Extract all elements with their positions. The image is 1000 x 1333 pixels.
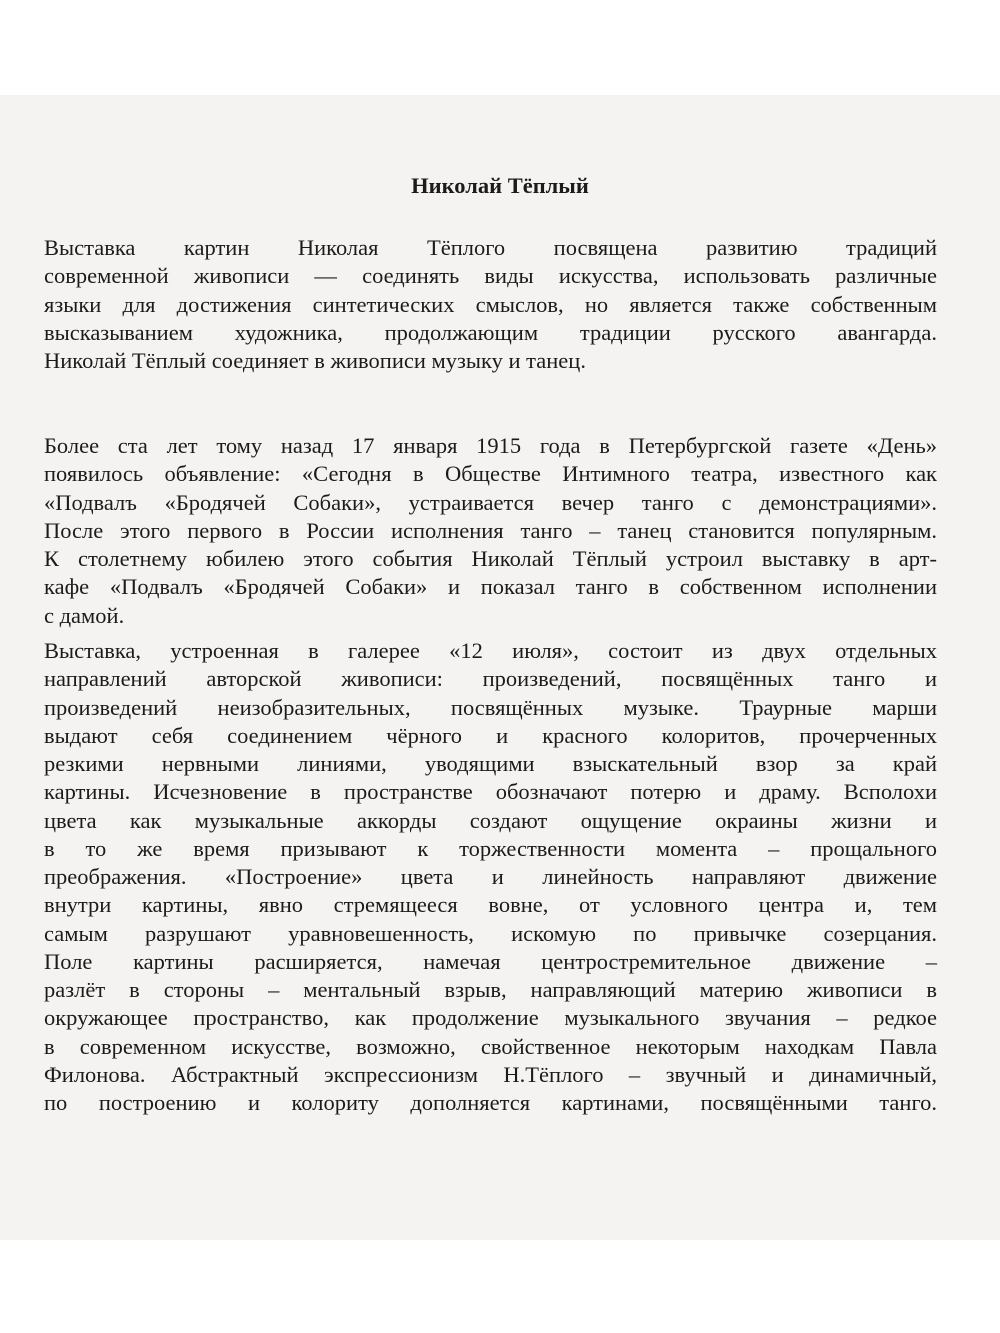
text-line: Филонова. Абстрактный экспрессионизм Н.Тёплого – звучный и динамичный, — [44, 1061, 937, 1087]
text-line: внутри картины, явно стремящееся вовне, от условного центра и, тем — [44, 892, 937, 918]
text-line: К столетнему юбилею этого события Николай Тёплый устроил выставку в арт- — [44, 546, 937, 571]
text-line: разлёт в стороны – ментальный взрыв, направляющий материю живописи в — [44, 977, 937, 1002]
text-line: высказыванием художника, продолжающим традиции русского авангарда. — [44, 319, 937, 345]
text-line: картины. Исчезновение в пространстве обозначают потерю и драму. Всполохи — [44, 779, 937, 805]
text-line: преображения. «Построение» цвета и линейность направляют движение — [44, 864, 937, 889]
text-line: окружающее пространство, как продолжение музыкального звучания – редкое — [44, 1005, 937, 1031]
text-line: Николай Тёплый соединяет в живописи музыку и танец. — [44, 348, 586, 373]
text-line: в то же время призывают к торжественности момента – прощального — [44, 835, 937, 861]
page-title: Николай Тёплый — [411, 173, 589, 198]
text-line: кафе «Подвалъ «Бродячей Собаки» и показал танго в собственном исполнении — [44, 574, 937, 600]
text-line: произведений неизобразительных, посвящённых музыке. Траурные марши — [44, 694, 937, 720]
text-line: выдают себя соединением чёрного и красного колоритов, прочерченных — [44, 722, 937, 748]
text-line: современной живописи — соединять виды искусства, использовать различные — [44, 263, 937, 289]
text-line: появилось объявление: «Сегодня в Обществе Интимного театра, известного как — [44, 461, 937, 487]
text-line: После этого первого в России исполнения танго – танец становится популярным. — [44, 517, 937, 543]
text-line: Выставка, устроенная в галерее «12 июля», состоит из двух отдельных — [44, 638, 937, 663]
text-line: Выставка картин Николая Тёплого посвящена развитию традиций — [44, 235, 937, 260]
paragraph-exhibition — [44, 637, 937, 1117]
text-line: резкими нервными линиями, уводящими взыскательный взор за край — [44, 751, 937, 776]
text-line: «Подвалъ «Бродячей Собаки», устраивается вечер танго с демонстрациями». — [44, 489, 937, 515]
text-line: в современном искусстве, возможно, свойственное некоторым находкам Павла — [44, 1033, 937, 1059]
text-line: Более ста лет тому назад 17 января 1915 года в Петербургской газете «День» — [44, 433, 937, 458]
text-line: с дамой. — [44, 602, 125, 628]
paragraph-history — [44, 432, 937, 630]
text-line: направлений авторской живописи: произведений, посвящённых танго и — [44, 666, 937, 692]
text-line: цвета как музыкальные аккорды создают ощущение окраины жизни и — [44, 807, 937, 833]
paragraph-intro — [44, 234, 937, 375]
text-line: Поле картины расширяется, намечая центростремительное движение – — [44, 948, 937, 974]
text-line: языки для достижения синтетических смыслов, но является также собственным — [44, 291, 937, 317]
text-line: самым разрушают уравновешенность, искомую по привычке созерцания. — [44, 920, 937, 946]
text-line: по построению и колориту дополняется картинами, посвящёнными танго. — [44, 1090, 937, 1115]
